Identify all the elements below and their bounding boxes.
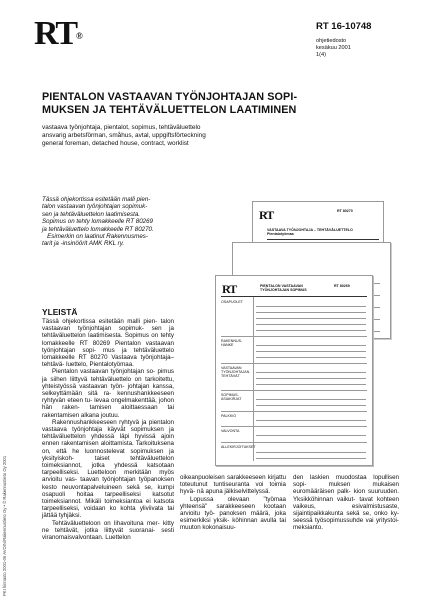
text-line: levaa ongelmakenttää, johon hän raken- [42,397,174,412]
body-paragraph [42,318,174,368]
thumbnail-title [260,284,330,292]
text-line: Rakennushankkeeseen ryhtyvä ja [52,418,147,426]
text-line: kitty ne tehtävät, jotka liittyvät suoranai- [42,519,174,534]
registered-mark: ® [76,31,83,41]
body-paragraph [42,368,174,418]
text-line: alkana joutuu. [80,411,120,419]
thumbnail-row-rule [221,336,367,337]
text-line: sopimuksen ja tehtäväluettelon yhdessä [42,426,174,441]
thumbnail-row-rule [221,390,367,391]
text-line: kennushankkeeseen ryhtyvän eteen tu- [42,390,174,405]
intro-line: talon vastaavan työnjohtajan sopimuk- [42,203,148,211]
text-line: panoksen määrä, joka esimerkiksi yksik- [180,510,286,525]
meta-page: 1(4) [316,52,326,58]
thumbnail-row-rule [221,442,367,443]
text-line: köhinnan avulla tai muuton kokonaisuu- [180,517,286,532]
text-line: taiset tehtäväluettelon toimeksiannot, [42,454,174,470]
thumbnail-field-line [256,351,366,352]
thumbnail-field-line [256,324,366,325]
thumbnail-field-line [256,384,366,385]
text-line: katsota tarpeelliseksi, voidaan ko kohta [42,498,174,513]
thumbnail-row-label: VASTAAVAN TYÖNJOHTAJAN TEHTÄVÄT [221,366,250,379]
title-line: MUKSEN JA TEHTÄVÄLUETTELON LAATIMINEN [42,104,297,116]
thumbnail-title-line: Pientalotyömaa [267,232,294,237]
body-column-3 [293,474,399,532]
body-column-1 [42,318,174,541]
title-line: PIENTALON VASTAAVAN TYÖNJOHTAJAN SOPI- [42,91,298,103]
body-paragraph [180,474,286,496]
thumbnail-row-label: ALLEKIRJOITUKSET [221,445,256,449]
document-header-info [316,21,416,59]
text-line: oikeanpuoleisen sarakkeeseen kirjattu [180,474,286,481]
thumbnail-rule [267,239,379,240]
text-line: Sopimus on tehty lomakkeelle RT 80269 [42,332,174,347]
thumbnail-row-label: OSAPUOLET [221,300,243,304]
text-line: jotka yhdessä katsotaan tarpeelliseksi. [42,462,174,477]
text-line: läpi hyvissä ajoin ennen rakentamisen [42,433,174,448]
text-line: luonnostelevat sopimuksen ja yksityiskoh- [42,447,174,462]
text-line: luettelo, Pientalotyömaa. [66,361,134,369]
thumbnail-field-line [256,458,366,459]
text-line: meksianto. [293,524,323,532]
logo-text: RT [34,15,77,52]
section-heading: YLEISTÄ [42,307,78,317]
text-line: pimus ja siihen liittyvä tehtäväluettelo on [42,368,174,383]
rt-logo [34,17,83,51]
text-line: toteutunut tuntiseuranta voi toimia hyvä- [180,481,286,496]
meta-type: ohjetiedosto [316,38,347,44]
document-number: RT 16-10748 [316,21,372,32]
thumbnail-field-line [256,452,366,453]
text-line: kion suuruuden. Yksikköhinnan vaikut- [293,488,399,503]
thumbnail-row-label: VALVONTA [221,429,240,433]
text-line: nä apuna jälkiselvittelyssä. [196,488,271,496]
document-meta [316,38,416,59]
thumbnail-doc-number: RT 80269 [334,284,350,288]
body-paragraph [293,474,399,532]
text-line: Tehtäväluetteloon on lihavoituna mer- [52,519,160,527]
meta-date: kesäkuu 2001 [316,45,351,51]
text-line: tamisen aloittaessaan tai rakentamisen [42,404,174,419]
text-line: talon vastaavan työnjohtajan sopimuk- [42,318,174,333]
intro-line: sen ja tehtäväluettelon laatimisesta. [42,210,141,218]
text-line: toimeksiannot. Mikäli toimeksiantoa ei [42,498,151,506]
text-line: pientalon vastaava työnjohtaja käyvät [42,418,174,434]
text-line: mus ja tehtäväluettelo lomakkeelle RT [42,346,174,362]
thumbnail-doc-number: RT 80270 [337,209,353,213]
text-line: tavat kohteen vaikeus, esivalmistusaste, [293,495,399,510]
keywords-sv: ansvarig arbetsförman, småhus, avtal, uppgiftsförteckning [42,132,206,139]
thumbnail-field-line [256,378,366,379]
thumbnail-row-rule [221,363,367,364]
thumbnail-field-line [256,435,366,436]
thumbnail-logo: RT [259,208,274,222]
text-line: johtajan kanssa, selkeyttämään sitä ra- [42,382,174,398]
thumbnail-row-label: PALKKIO [221,414,237,418]
keywords-fi: vastaava työnjohtaja, pientalot, sopimus, tehtäväluettelo [42,124,201,131]
thumbnail-title-line: VASTAAVA TYÖNJOHTAJA – TEHTÄVÄLUETTELO [267,228,353,232]
form-thumbnail-rt80269 [215,275,373,466]
keywords [42,124,302,148]
body-column-2 [180,474,286,532]
body-paragraph [42,520,174,542]
thumbnail-field-line [256,306,366,307]
text-line: sarakkeeseen kootaan arvioitu työ- [180,502,286,518]
thumbnail-field-line [256,345,366,346]
intro-text [42,196,202,248]
thumbnail-title-line: PIENTALON VASTAAVAN [260,284,303,288]
body-paragraph [180,496,286,532]
thumbnail-row-rule [221,411,367,412]
thumbnail-field-line [256,399,366,400]
intro-line: Tässä ohjekortissa esitetään malli pien- [42,196,151,203]
text-line: taavan työnjohtajan työpanoksen kesto [42,476,174,491]
thumbnail-rule [221,296,367,297]
text-line: neuvontapalveluineen sekä se, kumpi [61,483,174,491]
thumbnail-field-line [256,318,366,319]
thumbnail-row-rule [221,426,367,427]
text-line: tarkoitettu, yhteistyössä vastaavan työn- [42,375,174,390]
text-line: Tässä ohjekortissa esitetään malli pien- [42,318,158,325]
intro-line: ja tehtäväluettelo lomakkeelle RT 80270. [42,225,154,233]
page-title [42,91,392,117]
body-paragraph [42,419,174,520]
thumbnail-field-line [256,357,366,358]
text-line: yliviivata tai jättää tyhjäksi. [42,505,174,520]
text-line: aloittamista. Tarkoituksena on, että he [42,440,174,455]
thumbnail-logo: RT [222,282,237,296]
thumbnail-title [267,228,379,236]
text-line: Pientalon vastaavan työnjohtajan sopi- [42,339,174,354]
text-line: 80270 Vastaava työnjohtaja–tehtävä- [42,354,174,369]
thumbnail-row-label: SOPIMUS-ASIAKIRJAT [221,393,242,402]
thumbnail-title-line: TYÖNJOHTAJAN SOPIMUS [260,288,307,293]
side-copyright-text: PKI hinnasto 2001-06 AVOIN/Rakennustieto Oy • © Rakennustieto Oy 2001 [2,455,7,596]
text-line: Lopussa olevaan "työmaa yhteensä" [180,495,286,510]
thumbnail-field-line [256,405,366,406]
thumbnail-field-line [256,312,366,313]
intro-line: Esimerkin on laatinut Rakennusmes- [42,233,148,241]
thumbnail-field-line [256,372,366,373]
text-line: Pientalon vastaavan työnjohtajan so- [52,368,156,376]
keywords-en: general foreman, detached house, contract, worklist [42,140,189,147]
intro-line: tarit ja -insinöörit AMK RKL ry. [42,240,125,248]
thumbnail-field-line [256,330,366,331]
thumbnail-field-line [256,420,366,421]
intro-line: Sopimus on tehty lomakkeelle RT 80269 [42,218,153,226]
thumbnail-row-label: RAKENNUS-HANKE [221,339,243,348]
text-line: sijaintipaikkakunta sekä se, onko ky- [293,510,399,518]
text-line: den laskien muodostaa lopullisen sopi- [293,474,399,489]
text-line: sesti viranomaisvalvontaan. Luettelon [42,526,174,542]
text-line: osapuoli hoitaa tarpeelliseksi katsotut [42,490,174,498]
text-line: muksen mukaisen euromääräisen palk- [293,481,399,496]
text-line: sen ja tehtäväluettelon laatimisesta. [42,325,174,340]
thumbnail-column-rule [253,297,254,461]
text-line: seessä työsopimussuhde vai yritystoi- [293,517,399,525]
text-line: Luetteloon merkitään myös arvioitu vas- [42,469,174,484]
